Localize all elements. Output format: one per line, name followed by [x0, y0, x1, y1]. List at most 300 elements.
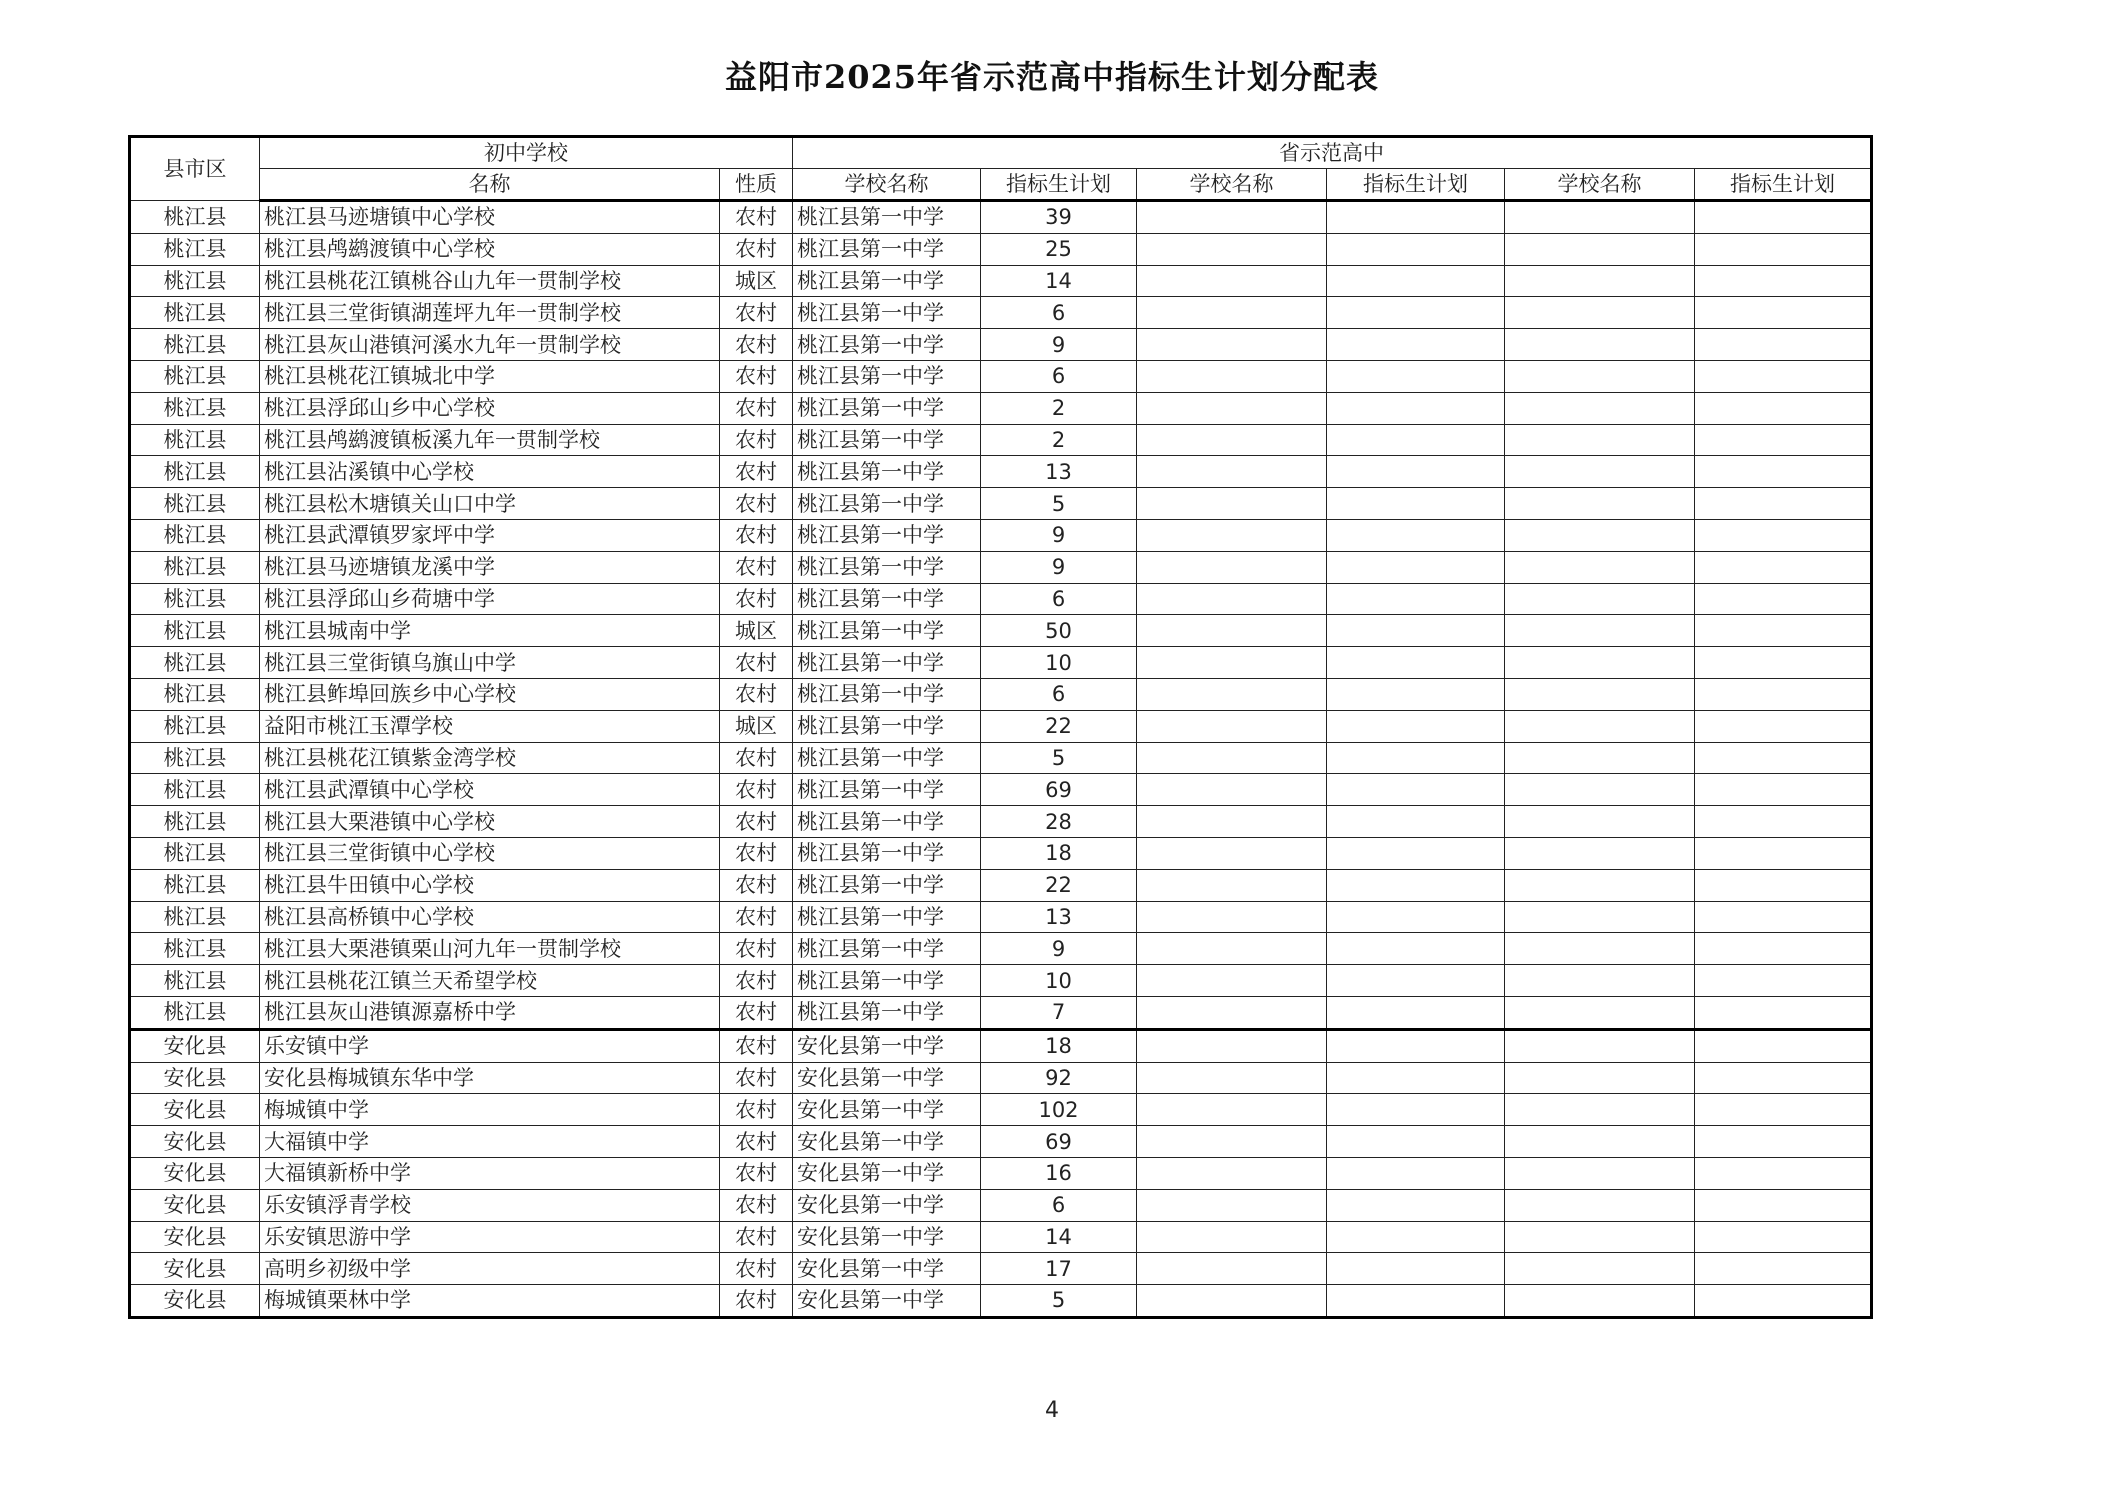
cell-junior-school: 大福镇新桥中学 [260, 1157, 720, 1189]
cell-junior-school: 桃江县牛田镇中心学校 [260, 869, 720, 901]
cell-plan-2 [1327, 774, 1505, 806]
cell-senior-school-2 [1137, 265, 1327, 297]
cell-senior-school-3 [1505, 297, 1695, 329]
cell-county: 桃江县 [130, 965, 260, 997]
cell-plan: 5 [981, 1285, 1137, 1318]
cell-junior-school: 梅城镇中学 [260, 1094, 720, 1126]
cell-plan: 69 [981, 1126, 1137, 1158]
cell-senior-school-3 [1505, 519, 1695, 551]
cell-plan-2 [1327, 583, 1505, 615]
cell-plan-3 [1695, 1285, 1872, 1318]
cell-senior-school-3 [1505, 1285, 1695, 1318]
cell-senior-school-3 [1505, 647, 1695, 679]
cell-junior-school: 益阳市桃江玉潭学校 [260, 710, 720, 742]
cell-senior-school: 安化县第一中学 [793, 1062, 981, 1094]
cell-senior-school-3 [1505, 551, 1695, 583]
cell-plan-3 [1695, 392, 1872, 424]
table-row [130, 1126, 1872, 1158]
cell-type: 农村 [720, 1029, 793, 1062]
cell-senior-school-2 [1137, 806, 1327, 838]
cell-plan: 5 [981, 488, 1137, 520]
cell-senior-school-3 [1505, 901, 1695, 933]
cell-type: 农村 [720, 647, 793, 679]
cell-senior-school-3 [1505, 360, 1695, 392]
cell-type: 农村 [720, 488, 793, 520]
table-row [130, 519, 1872, 551]
cell-senior-school-2 [1137, 488, 1327, 520]
cell-type: 农村 [720, 774, 793, 806]
cell-plan: 50 [981, 615, 1137, 647]
cell-county: 安化县 [130, 1029, 260, 1062]
cell-type: 农村 [720, 678, 793, 710]
cell-senior-school-2 [1137, 742, 1327, 774]
cell-senior-school: 桃江县第一中学 [793, 678, 981, 710]
cell-senior-school: 桃江县第一中学 [793, 710, 981, 742]
cell-plan-3 [1695, 901, 1872, 933]
cell-junior-school: 桃江县大栗港镇中心学校 [260, 806, 720, 838]
table-row [130, 392, 1872, 424]
cell-junior-school: 桃江县沾溪镇中心学校 [260, 456, 720, 488]
cell-type: 农村 [720, 1062, 793, 1094]
cell-senior-school: 桃江县第一中学 [793, 488, 981, 520]
cell-type: 农村 [720, 1094, 793, 1126]
cell-plan: 28 [981, 806, 1137, 838]
table-row [130, 1189, 1872, 1221]
cell-junior-school: 桃江县灰山港镇河溪水九年一贯制学校 [260, 329, 720, 361]
cell-plan-3 [1695, 201, 1872, 234]
cell-plan-3 [1695, 1253, 1872, 1285]
cell-senior-school-2 [1137, 519, 1327, 551]
table-row [130, 742, 1872, 774]
cell-county: 桃江县 [130, 742, 260, 774]
cell-senior-school-2 [1137, 583, 1327, 615]
header-county: 县市区 [130, 137, 260, 201]
cell-senior-school: 桃江县第一中学 [793, 774, 981, 806]
cell-plan: 5 [981, 742, 1137, 774]
cell-plan-2 [1327, 678, 1505, 710]
cell-senior-school: 安化县第一中学 [793, 1253, 981, 1285]
cell-type: 农村 [720, 1157, 793, 1189]
cell-plan: 6 [981, 678, 1137, 710]
cell-plan: 18 [981, 1029, 1137, 1062]
cell-plan-2 [1327, 1253, 1505, 1285]
cell-senior-school-2 [1137, 647, 1327, 679]
table-row [130, 965, 1872, 997]
cell-county: 安化县 [130, 1062, 260, 1094]
cell-plan: 13 [981, 456, 1137, 488]
cell-plan-3 [1695, 1221, 1872, 1253]
header-plan-2: 指标生计划 [1327, 169, 1505, 201]
cell-senior-school: 桃江县第一中学 [793, 360, 981, 392]
cell-county: 桃江县 [130, 456, 260, 488]
cell-plan: 9 [981, 519, 1137, 551]
cell-junior-school: 桃江县桃花江镇兰天希望学校 [260, 965, 720, 997]
cell-senior-school: 桃江县第一中学 [793, 392, 981, 424]
cell-senior-school-2 [1137, 869, 1327, 901]
cell-type: 农村 [720, 837, 793, 869]
cell-senior-school-3 [1505, 265, 1695, 297]
cell-type: 农村 [720, 996, 793, 1029]
cell-senior-school: 桃江县第一中学 [793, 519, 981, 551]
cell-type: 农村 [720, 1189, 793, 1221]
table-row [130, 869, 1872, 901]
cell-senior-school-3 [1505, 933, 1695, 965]
cell-county: 桃江县 [130, 710, 260, 742]
table-row [130, 901, 1872, 933]
cell-senior-school-3 [1505, 996, 1695, 1029]
cell-plan-2 [1327, 456, 1505, 488]
cell-junior-school: 桃江县三堂街镇乌旗山中学 [260, 647, 720, 679]
cell-county: 桃江县 [130, 297, 260, 329]
cell-junior-school: 桃江县三堂街镇湖莲坪九年一贯制学校 [260, 297, 720, 329]
cell-type: 农村 [720, 1126, 793, 1158]
table-row [130, 1285, 1872, 1318]
cell-plan-3 [1695, 1029, 1872, 1062]
cell-senior-school-3 [1505, 392, 1695, 424]
cell-senior-school-3 [1505, 201, 1695, 234]
cell-county: 桃江县 [130, 233, 260, 265]
table-row [130, 647, 1872, 679]
cell-plan: 9 [981, 329, 1137, 361]
cell-junior-school: 大福镇中学 [260, 1126, 720, 1158]
cell-senior-school-3 [1505, 1157, 1695, 1189]
cell-senior-school-3 [1505, 710, 1695, 742]
cell-junior-school: 桃江县武潭镇中心学校 [260, 774, 720, 806]
cell-plan-2 [1327, 233, 1505, 265]
cell-plan-2 [1327, 329, 1505, 361]
cell-plan-2 [1327, 869, 1505, 901]
cell-senior-school-2 [1137, 1285, 1327, 1318]
cell-county: 桃江县 [130, 615, 260, 647]
cell-plan-3 [1695, 519, 1872, 551]
cell-senior-school-3 [1505, 965, 1695, 997]
cell-plan-3 [1695, 360, 1872, 392]
cell-plan-2 [1327, 488, 1505, 520]
cell-plan: 6 [981, 297, 1137, 329]
cell-plan: 10 [981, 965, 1137, 997]
cell-senior-school: 桃江县第一中学 [793, 233, 981, 265]
cell-type: 城区 [720, 710, 793, 742]
cell-senior-school-2 [1137, 360, 1327, 392]
table-row [130, 265, 1872, 297]
cell-plan-3 [1695, 488, 1872, 520]
header-junior-group: 初中学校 [260, 137, 793, 169]
cell-plan: 10 [981, 647, 1137, 679]
cell-senior-school-3 [1505, 1094, 1695, 1126]
cell-senior-school-2 [1137, 710, 1327, 742]
header-school-name-2: 学校名称 [1137, 169, 1327, 201]
cell-type: 农村 [720, 1253, 793, 1285]
cell-county: 桃江县 [130, 551, 260, 583]
cell-county: 桃江县 [130, 519, 260, 551]
cell-plan: 22 [981, 869, 1137, 901]
cell-county: 桃江县 [130, 933, 260, 965]
page-title: 益阳市2025年省示范高中指标生计划分配表 [724, 58, 1380, 96]
page-number: 4 [1045, 1398, 1059, 1423]
cell-senior-school-2 [1137, 201, 1327, 234]
header-type: 性质 [720, 169, 793, 201]
cell-senior-school-3 [1505, 488, 1695, 520]
cell-plan: 22 [981, 710, 1137, 742]
cell-plan: 9 [981, 551, 1137, 583]
cell-plan-2 [1327, 1029, 1505, 1062]
cell-type: 农村 [720, 869, 793, 901]
cell-plan-2 [1327, 996, 1505, 1029]
cell-plan-2 [1327, 551, 1505, 583]
cell-senior-school-3 [1505, 837, 1695, 869]
cell-plan-2 [1327, 265, 1505, 297]
cell-plan-2 [1327, 901, 1505, 933]
cell-junior-school: 桃江县浮邱山乡中心学校 [260, 392, 720, 424]
table-row [130, 297, 1872, 329]
header-row-2 [130, 169, 1872, 201]
cell-junior-school: 桃江县鸬鹚渡镇中心学校 [260, 233, 720, 265]
cell-senior-school-2 [1137, 1189, 1327, 1221]
cell-county: 桃江县 [130, 265, 260, 297]
table-row [130, 201, 1872, 234]
cell-junior-school: 桃江县桃花江镇桃谷山九年一贯制学校 [260, 265, 720, 297]
cell-junior-school: 桃江县鲊埠回族乡中心学校 [260, 678, 720, 710]
cell-senior-school: 安化县第一中学 [793, 1094, 981, 1126]
cell-plan-3 [1695, 933, 1872, 965]
cell-plan-2 [1327, 1189, 1505, 1221]
cell-plan: 2 [981, 424, 1137, 456]
cell-senior-school-2 [1137, 933, 1327, 965]
cell-county: 桃江县 [130, 647, 260, 679]
cell-senior-school-3 [1505, 424, 1695, 456]
cell-senior-school: 桃江县第一中学 [793, 869, 981, 901]
cell-plan-3 [1695, 1157, 1872, 1189]
cell-plan: 17 [981, 1253, 1137, 1285]
cell-senior-school: 安化县第一中学 [793, 1126, 981, 1158]
cell-junior-school: 桃江县高桥镇中心学校 [260, 901, 720, 933]
table-row [130, 615, 1872, 647]
cell-plan: 7 [981, 996, 1137, 1029]
cell-senior-school-2 [1137, 551, 1327, 583]
header-row-1 [130, 137, 1872, 169]
cell-plan-3 [1695, 551, 1872, 583]
cell-plan-2 [1327, 297, 1505, 329]
cell-senior-school-2 [1137, 456, 1327, 488]
cell-plan: 25 [981, 233, 1137, 265]
cell-senior-school: 桃江县第一中学 [793, 329, 981, 361]
cell-type: 农村 [720, 424, 793, 456]
cell-plan-2 [1327, 742, 1505, 774]
cell-junior-school: 桃江县松木塘镇关山口中学 [260, 488, 720, 520]
table-row [130, 360, 1872, 392]
table-row [130, 1221, 1872, 1253]
cell-county: 安化县 [130, 1189, 260, 1221]
cell-senior-school: 桃江县第一中学 [793, 647, 981, 679]
cell-senior-school: 桃江县第一中学 [793, 551, 981, 583]
table-row [130, 488, 1872, 520]
cell-plan-3 [1695, 329, 1872, 361]
cell-type: 农村 [720, 456, 793, 488]
cell-senior-school-3 [1505, 1126, 1695, 1158]
table-row [130, 933, 1872, 965]
cell-plan: 2 [981, 392, 1137, 424]
cell-senior-school-2 [1137, 774, 1327, 806]
cell-plan-2 [1327, 710, 1505, 742]
table-row [130, 424, 1872, 456]
cell-senior-school: 桃江县第一中学 [793, 996, 981, 1029]
table-row [130, 233, 1872, 265]
cell-plan-3 [1695, 265, 1872, 297]
cell-plan: 18 [981, 837, 1137, 869]
table-row [130, 774, 1872, 806]
cell-plan-3 [1695, 678, 1872, 710]
cell-county: 桃江县 [130, 392, 260, 424]
cell-junior-school: 安化县梅城镇东华中学 [260, 1062, 720, 1094]
cell-plan-3 [1695, 1126, 1872, 1158]
table-row [130, 583, 1872, 615]
cell-senior-school-3 [1505, 1062, 1695, 1094]
cell-senior-school: 桃江县第一中学 [793, 933, 981, 965]
cell-senior-school-2 [1137, 297, 1327, 329]
cell-plan-3 [1695, 742, 1872, 774]
cell-type: 农村 [720, 583, 793, 615]
cell-county: 桃江县 [130, 806, 260, 838]
cell-senior-school: 桃江县第一中学 [793, 965, 981, 997]
cell-type: 农村 [720, 901, 793, 933]
cell-type: 农村 [720, 1221, 793, 1253]
cell-senior-school-2 [1137, 233, 1327, 265]
cell-senior-school-3 [1505, 774, 1695, 806]
header-school-name-1: 学校名称 [793, 169, 981, 201]
cell-senior-school-3 [1505, 615, 1695, 647]
cell-plan: 6 [981, 360, 1137, 392]
header-plan-3: 指标生计划 [1695, 169, 1872, 201]
cell-county: 桃江县 [130, 201, 260, 234]
cell-senior-school: 桃江县第一中学 [793, 742, 981, 774]
cell-senior-school: 桃江县第一中学 [793, 424, 981, 456]
table-row [130, 837, 1872, 869]
header-senior-group: 省示范高中 [793, 137, 1872, 169]
cell-senior-school: 桃江县第一中学 [793, 615, 981, 647]
cell-type: 农村 [720, 329, 793, 361]
cell-type: 农村 [720, 742, 793, 774]
cell-senior-school: 安化县第一中学 [793, 1189, 981, 1221]
cell-senior-school: 桃江县第一中学 [793, 297, 981, 329]
cell-junior-school: 桃江县桃花江镇城北中学 [260, 360, 720, 392]
cell-senior-school-3 [1505, 1221, 1695, 1253]
cell-type: 农村 [720, 1285, 793, 1318]
cell-junior-school: 桃江县马迹塘镇中心学校 [260, 201, 720, 234]
cell-senior-school: 桃江县第一中学 [793, 583, 981, 615]
cell-county: 安化县 [130, 1157, 260, 1189]
cell-plan-2 [1327, 965, 1505, 997]
cell-county: 桃江县 [130, 869, 260, 901]
header-name: 名称 [260, 169, 720, 201]
cell-plan-2 [1327, 837, 1505, 869]
cell-senior-school: 桃江县第一中学 [793, 201, 981, 234]
cell-junior-school: 梅城镇栗林中学 [260, 1285, 720, 1318]
cell-plan-3 [1695, 456, 1872, 488]
cell-plan: 6 [981, 583, 1137, 615]
cell-senior-school: 安化县第一中学 [793, 1285, 981, 1318]
cell-plan: 13 [981, 901, 1137, 933]
cell-type: 农村 [720, 933, 793, 965]
cell-plan-3 [1695, 965, 1872, 997]
cell-plan: 16 [981, 1157, 1137, 1189]
cell-senior-school-2 [1137, 1062, 1327, 1094]
cell-type: 城区 [720, 265, 793, 297]
cell-plan-2 [1327, 933, 1505, 965]
table-row [130, 996, 1872, 1029]
cell-plan-2 [1327, 392, 1505, 424]
cell-type: 农村 [720, 201, 793, 234]
cell-junior-school: 乐安镇中学 [260, 1029, 720, 1062]
cell-senior-school-2 [1137, 965, 1327, 997]
cell-type: 农村 [720, 806, 793, 838]
cell-plan-2 [1327, 201, 1505, 234]
cell-plan-3 [1695, 583, 1872, 615]
cell-senior-school-2 [1137, 1221, 1327, 1253]
cell-county: 桃江县 [130, 901, 260, 933]
cell-county: 安化县 [130, 1221, 260, 1253]
cell-senior-school: 桃江县第一中学 [793, 901, 981, 933]
allocation-table [128, 135, 1873, 1319]
cell-plan-3 [1695, 774, 1872, 806]
cell-plan-3 [1695, 710, 1872, 742]
cell-junior-school: 桃江县三堂街镇中心学校 [260, 837, 720, 869]
cell-senior-school-3 [1505, 233, 1695, 265]
cell-county: 安化县 [130, 1126, 260, 1158]
cell-junior-school: 桃江县武潭镇罗家坪中学 [260, 519, 720, 551]
cell-plan-2 [1327, 1094, 1505, 1126]
cell-senior-school: 安化县第一中学 [793, 1157, 981, 1189]
table-row [130, 1253, 1872, 1285]
cell-plan: 69 [981, 774, 1137, 806]
cell-senior-school-3 [1505, 742, 1695, 774]
cell-plan-3 [1695, 647, 1872, 679]
cell-plan: 39 [981, 201, 1137, 234]
cell-plan-2 [1327, 360, 1505, 392]
cell-type: 农村 [720, 551, 793, 583]
cell-senior-school-3 [1505, 1253, 1695, 1285]
table-row [130, 678, 1872, 710]
cell-senior-school-3 [1505, 1029, 1695, 1062]
cell-junior-school: 桃江县灰山港镇源嘉桥中学 [260, 996, 720, 1029]
cell-county: 桃江县 [130, 329, 260, 361]
cell-county: 桃江县 [130, 996, 260, 1029]
cell-type: 农村 [720, 297, 793, 329]
header-school-name-3: 学校名称 [1505, 169, 1695, 201]
header-plan-1: 指标生计划 [981, 169, 1137, 201]
cell-senior-school-2 [1137, 329, 1327, 361]
cell-plan-2 [1327, 1157, 1505, 1189]
cell-plan-3 [1695, 806, 1872, 838]
cell-county: 安化县 [130, 1253, 260, 1285]
cell-plan-3 [1695, 1189, 1872, 1221]
table-row [130, 710, 1872, 742]
cell-senior-school-2 [1137, 996, 1327, 1029]
cell-plan-2 [1327, 1126, 1505, 1158]
cell-junior-school: 桃江县浮邱山乡荷塘中学 [260, 583, 720, 615]
cell-plan-3 [1695, 233, 1872, 265]
table-row [130, 1029, 1872, 1062]
cell-plan: 92 [981, 1062, 1137, 1094]
cell-type: 城区 [720, 615, 793, 647]
cell-junior-school: 桃江县鸬鹚渡镇板溪九年一贯制学校 [260, 424, 720, 456]
cell-senior-school: 安化县第一中学 [793, 1029, 981, 1062]
table-body [130, 201, 1872, 1318]
cell-plan-3 [1695, 615, 1872, 647]
cell-senior-school: 桃江县第一中学 [793, 806, 981, 838]
cell-junior-school: 桃江县马迹塘镇龙溪中学 [260, 551, 720, 583]
cell-plan: 14 [981, 1221, 1137, 1253]
cell-type: 农村 [720, 965, 793, 997]
